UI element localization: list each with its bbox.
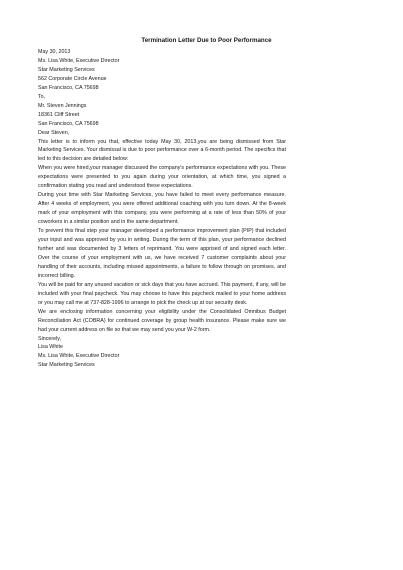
letter-title: Termination Letter Due to Poor Performance [141,37,272,44]
paragraph-cobra: We are enclosing information concerning your eligibility under the Consolidated Omnibus Budget Reconciliation Act (COBRA) for continued coverage by group health insurance. Please make sure we had your current address on file so that we may send you your W-2 form. [38,308,286,333]
to-label: To, [38,93,46,100]
signature-company: Star Marketing Services [38,362,95,369]
letter-date: May 30, 2013 [38,49,71,55]
closing: Sincerely, [38,335,62,342]
signature-name: Lisa White [38,344,63,351]
paragraph-dismissal: This letter is to inform you that, effective today May 30, 2013,you are being dismissed from Star Marketing Services. Your dismissal is due to poor performance over a 6-month period. The specifics that led to this decision are detailed below: [38,138,286,163]
sender-city: San Francisco, CA 75698 [38,84,99,91]
letter-body [38,48,286,370]
paragraph-improvement-plan: To prevent this final step your manager developed a performance improvement plan (PIP) that included your input and was approved by you in writing. During the term of this plan, your performance declined further and was documented by 3 letters of reprimand. You were apprised of and signed each letter. Over the course of your employment with us, we have received 7 customer complaints about your handling of their accounts, including missed appointments, a failure to follow through on promises, and incorrect billing. [38,228,286,279]
paragraph-expectations: When you were hired,your manager discussed the company's performance expectations with you. These expectations were presented to you again during your orientation, at which time, you signed a confirmation stating you read and understood these expectations. [38,165,286,190]
sender-street: 562 Corporate Circle Avenue [38,75,107,82]
recipient-street: 18361 Cliff Street [38,111,80,118]
paragraph-final-pay: You will be paid for any unused vacation or sick days that you have accrued. This payment, if any, will be included with your final paycheck. You may choose to have this paycheck mailed to your home address or you may call me at 737-828-1996 to arrange to pick the check up at our security desk. [38,281,286,306]
signature-name-title: Ms. Lisa White, Executive Director [38,353,120,360]
paragraph-performance: During your time with Star Marketing Services, you have failed to meet every performance measure. After 4 weeks of employment, you were offered additional coaching with you turn down. At the 8-week mark of your employment with this company, you were performing at a rate of less than 50% of your coworkers in a similar position and in the same department. [38,192,286,226]
sender-name-title: Ms. Lisa White, Executive Director [38,57,120,64]
salutation: Dear Steven, [38,129,70,136]
recipient-name: Mr. Steven Jennings [38,102,87,109]
sender-company: Star Marketing Services [38,66,95,73]
recipient-city: San Francisco, CA 75698 [38,120,99,127]
